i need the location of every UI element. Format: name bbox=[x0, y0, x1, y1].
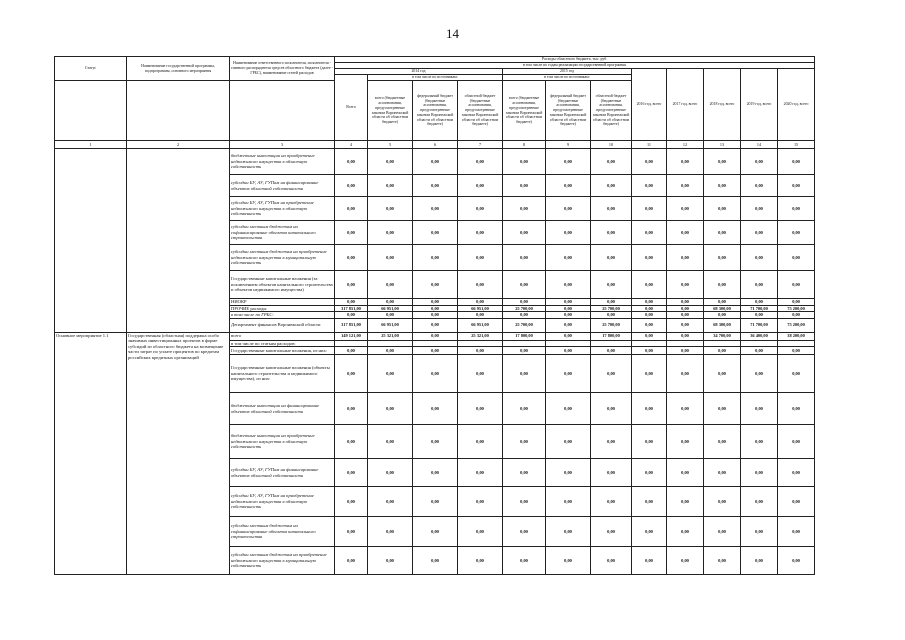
value-cell: 0,00 bbox=[458, 459, 503, 487]
value-cell: 0,00 bbox=[546, 221, 591, 245]
value-cell: 0,00 bbox=[413, 459, 458, 487]
value-cell: 0,00 bbox=[667, 175, 704, 197]
value-cell: 0,00 bbox=[704, 245, 741, 271]
value-cell: 0,00 bbox=[778, 299, 815, 306]
value-cell: 0,00 bbox=[778, 175, 815, 197]
value-cell: 0,00 bbox=[413, 425, 458, 459]
value-cell: 0,00 bbox=[632, 245, 667, 271]
value-cell: 0,00 bbox=[667, 318, 704, 332]
budget-table bbox=[54, 56, 815, 575]
value-cell: 0,00 bbox=[778, 459, 815, 487]
row-label: субсидии местным бюджетам на софинансирование объектов капитального строительства bbox=[230, 221, 335, 245]
row-label: субсидии БУ, АУ, ГУПам на приобретение недвижимого имущества в областную собственность bbox=[230, 487, 335, 517]
value-cell: 0,00 bbox=[335, 459, 368, 487]
column-number: 13 bbox=[704, 141, 741, 149]
event-total-label: всего bbox=[230, 332, 335, 340]
program-cell bbox=[127, 149, 230, 333]
value-cell: 149 121,00 bbox=[335, 332, 368, 340]
row-label: бюджетные инвестиции на финансирование объектов областной собственности bbox=[230, 393, 335, 425]
header-2015-fed: федеральный бюджет (бюджетные ассигнования, предусмотренные законом Воронежской области об областном бюджете) bbox=[546, 81, 591, 141]
header-status: Статус bbox=[55, 57, 127, 81]
value-cell: 0,00 bbox=[632, 318, 667, 332]
value-cell: 0,00 bbox=[632, 312, 667, 319]
value-cell: 0,00 bbox=[503, 271, 546, 299]
column-number: 2 bbox=[127, 141, 230, 149]
row-label: НИОКР bbox=[230, 299, 335, 306]
column-number: 6 bbox=[413, 141, 458, 149]
value-cell: 0,00 bbox=[778, 312, 815, 319]
header-year-2014: 2014 год bbox=[335, 69, 503, 75]
row-label: бюджетные инвестиции на приобретение недвижимого имущества в областную собственность bbox=[230, 149, 335, 175]
value-cell: 0,00 bbox=[368, 299, 413, 306]
event-capex-label: Государственные капитальные вложения, из них: bbox=[230, 347, 335, 355]
value-cell: 0,00 bbox=[778, 425, 815, 459]
header-incl-2014: в том числе по источникам: bbox=[368, 75, 503, 81]
value-cell: 0,00 bbox=[591, 459, 632, 487]
value-cell: 0,00 bbox=[368, 347, 413, 355]
value-cell: 0,00 bbox=[335, 355, 368, 393]
column-number: 8 bbox=[503, 141, 546, 149]
value-cell: 0,00 bbox=[667, 221, 704, 245]
row-label: субсидии местным бюджетам на приобретение недвижимого имущества в муниципальную собственность bbox=[230, 245, 335, 271]
header-incl-2015: в том числе по источникам: bbox=[503, 75, 632, 81]
row-label: субсидии БУ, АУ, ГУПам на финансирование объектов областной собственности bbox=[230, 459, 335, 487]
value-cell: 71 700,00 bbox=[741, 318, 778, 332]
value-cell: 0,00 bbox=[335, 312, 368, 319]
value-cell: 0,00 bbox=[546, 271, 591, 299]
value-cell: 0,00 bbox=[704, 197, 741, 221]
value-cell: 0,00 bbox=[632, 197, 667, 221]
value-cell: 0,00 bbox=[778, 547, 815, 575]
value-cell: 0,00 bbox=[368, 355, 413, 393]
value-cell: 0,00 bbox=[546, 425, 591, 459]
header-program-name: Наименование государственной программы, подпрограммы, основного мероприятия bbox=[127, 57, 230, 81]
value-cell: 0,00 bbox=[413, 245, 458, 271]
value-cell: 0,00 bbox=[591, 312, 632, 319]
value-cell: 0,00 bbox=[368, 393, 413, 425]
value-cell: 0,00 bbox=[741, 245, 778, 271]
value-cell: 0,00 bbox=[667, 425, 704, 459]
value-cell: 0,00 bbox=[778, 393, 815, 425]
value-cell: 0,00 bbox=[458, 517, 503, 547]
value-cell: 0,00 bbox=[368, 221, 413, 245]
header-2016: 2016 год, всего bbox=[632, 69, 667, 141]
value-cell: 0,00 bbox=[458, 312, 503, 319]
value-cell: 0,00 bbox=[368, 517, 413, 547]
value-cell: 0,00 bbox=[778, 221, 815, 245]
value-cell: 0,00 bbox=[368, 547, 413, 575]
value-cell: 0,00 bbox=[546, 149, 591, 175]
value-cell: 0,00 bbox=[335, 197, 368, 221]
value-cell: 0,00 bbox=[741, 459, 778, 487]
value-cell: 0,00 bbox=[632, 425, 667, 459]
value-cell: 0,00 bbox=[546, 393, 591, 425]
value-cell: 0,00 bbox=[591, 197, 632, 221]
value-cell: 0,00 bbox=[335, 517, 368, 547]
value-cell: 0,00 bbox=[503, 299, 546, 306]
value-cell: 0,00 bbox=[503, 425, 546, 459]
value-cell: 0,00 bbox=[591, 221, 632, 245]
value-cell: 0,00 bbox=[335, 487, 368, 517]
value-cell: 0,00 bbox=[632, 547, 667, 575]
table-row bbox=[55, 149, 815, 175]
value-cell: 0,00 bbox=[503, 487, 546, 517]
value-cell: 36 400,00 bbox=[741, 332, 778, 340]
value-cell: 0,00 bbox=[458, 425, 503, 459]
header-2020: 2020 год, всего bbox=[778, 69, 815, 141]
header-expenses-sub: в том числе по годам реализации государственной программы bbox=[335, 63, 815, 69]
value-cell: 0,00 bbox=[413, 175, 458, 197]
row-label: субсидии БУ, АУ, ГУПам на финансирование объектов областной собственности bbox=[230, 175, 335, 197]
value-cell: 0,00 bbox=[546, 299, 591, 306]
column-number: 11 bbox=[632, 141, 667, 149]
value-cell: 0,00 bbox=[778, 245, 815, 271]
value-cell: 0,00 bbox=[632, 393, 667, 425]
value-cell: 0,00 bbox=[667, 517, 704, 547]
value-cell: 0,00 bbox=[632, 459, 667, 487]
value-cell: 25 700,00 bbox=[503, 305, 546, 312]
value-cell: 0,00 bbox=[667, 487, 704, 517]
value-cell: 0,00 bbox=[778, 149, 815, 175]
column-number: 15 bbox=[778, 141, 815, 149]
value-cell: 0,00 bbox=[741, 149, 778, 175]
value-cell: 0,00 bbox=[704, 271, 741, 299]
value-cell: 68 300,00 bbox=[704, 305, 741, 312]
table-row bbox=[55, 332, 815, 340]
value-cell: 17 800,00 bbox=[591, 332, 632, 340]
header-2015-own: всего (бюджетные ассигнования, предусмотренные законом Воронежской области об областном бюджете) bbox=[503, 81, 546, 141]
value-cell: 0,00 bbox=[503, 355, 546, 393]
row-label: Государственные капитальные вложения (объекты капитального строительства и недвижимого имущества), из них: bbox=[230, 355, 335, 393]
header-2018: 2018 год, всего bbox=[704, 69, 741, 141]
value-cell: 0,00 bbox=[368, 245, 413, 271]
value-cell: 0,00 bbox=[667, 459, 704, 487]
value-cell: 66 951,00 bbox=[458, 305, 503, 312]
value-cell: 0,00 bbox=[591, 245, 632, 271]
value-cell: 0,00 bbox=[741, 271, 778, 299]
value-cell: 0,00 bbox=[632, 271, 667, 299]
value-cell: 0,00 bbox=[413, 355, 458, 393]
value-cell: 0,00 bbox=[546, 355, 591, 393]
value-cell: 0,00 bbox=[458, 393, 503, 425]
value-cell: 0,00 bbox=[458, 299, 503, 306]
value-cell: 71 700,00 bbox=[741, 305, 778, 312]
value-cell: 0,00 bbox=[667, 355, 704, 393]
row-label: субсидии БУ, АУ, ГУПам на приобретение недвижимого имущества в областную собственность bbox=[230, 197, 335, 221]
value-cell: 0,00 bbox=[546, 332, 591, 340]
page-number: 14 bbox=[446, 26, 459, 41]
value-cell: 0,00 bbox=[413, 305, 458, 312]
value-cell: 0,00 bbox=[413, 517, 458, 547]
value-cell: 0,00 bbox=[368, 271, 413, 299]
value-cell: 0,00 bbox=[741, 355, 778, 393]
column-number: 1 bbox=[55, 141, 127, 149]
header-2017: 2017 год, всего bbox=[667, 69, 704, 141]
value-cell: 0,00 bbox=[741, 175, 778, 197]
value-cell: 0,00 bbox=[503, 347, 546, 355]
value-cell: 0,00 bbox=[778, 197, 815, 221]
value-cell: 0,00 bbox=[591, 355, 632, 393]
value-cell: 0,00 bbox=[503, 197, 546, 221]
value-cell: 0,00 bbox=[368, 149, 413, 175]
value-cell: 0,00 bbox=[667, 347, 704, 355]
value-cell: 38 200,00 bbox=[778, 332, 815, 340]
value-cell: 0,00 bbox=[458, 175, 503, 197]
value-cell: 0,00 bbox=[591, 347, 632, 355]
value-cell: 0,00 bbox=[413, 197, 458, 221]
value-cell: 0,00 bbox=[778, 517, 815, 547]
value-cell: 0,00 bbox=[741, 221, 778, 245]
value-cell: 0,00 bbox=[778, 347, 815, 355]
value-cell: 0,00 bbox=[632, 221, 667, 245]
value-cell: 0,00 bbox=[778, 271, 815, 299]
value-cell: 75 200,00 bbox=[778, 318, 815, 332]
column-number: 14 bbox=[741, 141, 778, 149]
value-cell: 317 851,00 bbox=[335, 318, 368, 332]
value-cell: 0,00 bbox=[591, 393, 632, 425]
value-cell: 0,00 bbox=[335, 393, 368, 425]
value-cell: 0,00 bbox=[413, 547, 458, 575]
value-cell: 0,00 bbox=[413, 393, 458, 425]
value-cell: 0,00 bbox=[632, 332, 667, 340]
value-cell: 0,00 bbox=[546, 459, 591, 487]
value-cell: 25 700,00 bbox=[591, 305, 632, 312]
value-cell: 0,00 bbox=[413, 312, 458, 319]
event-status: Основное мероприятие 1.1 bbox=[55, 332, 127, 575]
value-cell: 0,00 bbox=[632, 487, 667, 517]
value-cell: 0,00 bbox=[591, 271, 632, 299]
value-cell: 25 321,00 bbox=[368, 332, 413, 340]
value-cell: 0,00 bbox=[632, 517, 667, 547]
row-label: субсидии местным бюджетам на приобретение недвижимого имущества в муниципальную собственность bbox=[230, 547, 335, 575]
value-cell: 0,00 bbox=[368, 197, 413, 221]
column-number: 5 bbox=[368, 141, 413, 149]
value-cell: 0,00 bbox=[458, 487, 503, 517]
header-spending-name: Наименование ответственного исполнителя, исполнителя - главного распорядителя средств областного бюджета (далее - ГРБС), наименование статей расходов bbox=[230, 57, 335, 81]
value-cell: 0,00 bbox=[335, 547, 368, 575]
status-cell bbox=[55, 149, 127, 333]
value-cell: 0,00 bbox=[546, 517, 591, 547]
value-cell: 0,00 bbox=[458, 355, 503, 393]
value-cell: 0,00 bbox=[503, 547, 546, 575]
value-cell: 0,00 bbox=[546, 197, 591, 221]
value-cell: 0,00 bbox=[741, 487, 778, 517]
value-cell: 0,00 bbox=[413, 332, 458, 340]
value-cell: 0,00 bbox=[704, 393, 741, 425]
value-cell: 0,00 bbox=[778, 487, 815, 517]
value-cell: 0,00 bbox=[335, 299, 368, 306]
value-cell: 0,00 bbox=[591, 487, 632, 517]
row-label: в том числе по ГРБС: bbox=[230, 312, 335, 319]
row-label: ПРОЧИЕ расходы bbox=[230, 305, 335, 312]
value-cell: 0,00 bbox=[741, 197, 778, 221]
value-cell: 0,00 bbox=[704, 547, 741, 575]
value-cell: 0,00 bbox=[778, 355, 815, 393]
value-cell: 0,00 bbox=[632, 299, 667, 306]
value-cell: 0,00 bbox=[503, 517, 546, 547]
value-cell: 0,00 bbox=[667, 245, 704, 271]
header-2019: 2019 год, всего bbox=[741, 69, 778, 141]
value-cell: 0,00 bbox=[503, 393, 546, 425]
value-cell: 0,00 bbox=[741, 347, 778, 355]
value-cell: 0,00 bbox=[335, 271, 368, 299]
value-cell: 0,00 bbox=[335, 347, 368, 355]
value-cell: 0,00 bbox=[368, 175, 413, 197]
value-cell: 0,00 bbox=[704, 347, 741, 355]
value-cell: 0,00 bbox=[546, 175, 591, 197]
value-cell: 0,00 bbox=[413, 487, 458, 517]
value-cell: 317 851,00 bbox=[335, 305, 368, 312]
column-number: 12 bbox=[667, 141, 704, 149]
column-number: 7 bbox=[458, 141, 503, 149]
header-total: Всего bbox=[335, 75, 368, 141]
value-cell: 0,00 bbox=[503, 459, 546, 487]
value-cell: 0,00 bbox=[704, 149, 741, 175]
value-cell: 0,00 bbox=[741, 393, 778, 425]
value-cell: 0,00 bbox=[413, 271, 458, 299]
value-cell: 0,00 bbox=[704, 487, 741, 517]
value-cell: 34 700,00 bbox=[704, 332, 741, 340]
value-cell: 0,00 bbox=[368, 425, 413, 459]
row-label: Государственные капитальные вложения (за исключением объектов капитального строительства и объектов недвижимого имущества) bbox=[230, 271, 335, 299]
value-cell: 0,00 bbox=[704, 175, 741, 197]
row-label: Департамент финансов Воронежской области bbox=[230, 318, 335, 332]
value-cell: 0,00 bbox=[591, 299, 632, 306]
value-cell: 0,00 bbox=[741, 312, 778, 319]
value-cell: 0,00 bbox=[632, 149, 667, 175]
value-cell: 0,00 bbox=[591, 547, 632, 575]
value-cell: 0,00 bbox=[546, 245, 591, 271]
value-cell: 25 321,00 bbox=[458, 332, 503, 340]
value-cell: 0,00 bbox=[741, 517, 778, 547]
value-cell: 0,00 bbox=[458, 149, 503, 175]
value-cell: 0,00 bbox=[335, 245, 368, 271]
column-number: 4 bbox=[335, 141, 368, 149]
event-name: Государственная (областная) поддержка особо значимых инвестиционных проектов в форме субсидий из областного бюджета на возмещение части затрат по уплате процентов по кредитам российских кредитных организаций bbox=[127, 332, 230, 575]
header-2015-reg: областной бюджет (бюджетные ассигнования, предусмотренные законом Воронежской области об областном бюджете) bbox=[591, 81, 632, 141]
value-cell: 0,00 bbox=[704, 221, 741, 245]
value-cell: 0,00 bbox=[704, 355, 741, 393]
value-cell: 0,00 bbox=[704, 425, 741, 459]
value-cell: 25 700,00 bbox=[503, 318, 546, 332]
value-cell: 0,00 bbox=[458, 271, 503, 299]
column-number: 10 bbox=[591, 141, 632, 149]
header-expenses: Расходы областного бюджета, тыс. руб. bbox=[335, 57, 815, 63]
value-cell: 0,00 bbox=[741, 425, 778, 459]
row-label: бюджетные инвестиции на приобретение недвижимого имущества в областную собственность bbox=[230, 425, 335, 459]
value-cell: 0,00 bbox=[667, 332, 704, 340]
value-cell: 0,00 bbox=[591, 175, 632, 197]
value-cell: 0,00 bbox=[591, 149, 632, 175]
value-cell: 0,00 bbox=[667, 271, 704, 299]
value-cell: 0,00 bbox=[503, 175, 546, 197]
value-cell: 0,00 bbox=[413, 318, 458, 332]
value-cell: 0,00 bbox=[667, 393, 704, 425]
row-label: субсидии местным бюджетам на софинансирование объектов капитального строительства bbox=[230, 517, 335, 547]
value-cell: 0,00 bbox=[458, 197, 503, 221]
value-cell: 0,00 bbox=[335, 175, 368, 197]
value-cell: 25 700,00 bbox=[591, 318, 632, 332]
value-cell: 0,00 bbox=[503, 149, 546, 175]
value-cell: 0,00 bbox=[546, 347, 591, 355]
value-cell: 0,00 bbox=[741, 299, 778, 306]
value-cell: 0,00 bbox=[413, 347, 458, 355]
value-cell: 66 951,00 bbox=[368, 318, 413, 332]
value-cell: 0,00 bbox=[458, 245, 503, 271]
value-cell: 0,00 bbox=[632, 355, 667, 393]
value-cell: 0,00 bbox=[458, 547, 503, 575]
header-2014-own: всего (бюджетные ассигнования, предусмотренные законом Воронежской области об областном бюджете) bbox=[368, 81, 413, 141]
value-cell: 0,00 bbox=[667, 197, 704, 221]
value-cell: 66 951,00 bbox=[368, 305, 413, 312]
value-cell: 0,00 bbox=[458, 347, 503, 355]
value-cell: 0,00 bbox=[368, 459, 413, 487]
value-cell: 0,00 bbox=[632, 305, 667, 312]
value-cell: 0,00 bbox=[335, 149, 368, 175]
value-cell: 0,00 bbox=[503, 312, 546, 319]
value-cell: 0,00 bbox=[503, 245, 546, 271]
value-cell: 0,00 bbox=[741, 547, 778, 575]
value-cell: 0,00 bbox=[546, 318, 591, 332]
value-cell: 0,00 bbox=[667, 149, 704, 175]
value-cell: 0,00 bbox=[413, 149, 458, 175]
value-cell: 0,00 bbox=[667, 305, 704, 312]
event-incl-label: в том числе по статьям расходов: bbox=[230, 340, 335, 347]
column-number: 9 bbox=[546, 141, 591, 149]
value-cell: 0,00 bbox=[632, 347, 667, 355]
value-cell: 0,00 bbox=[704, 517, 741, 547]
value-cell: 0,00 bbox=[546, 487, 591, 517]
value-cell: 0,00 bbox=[591, 517, 632, 547]
value-cell: 0,00 bbox=[667, 299, 704, 306]
value-cell: 0,00 bbox=[546, 312, 591, 319]
value-cell: 0,00 bbox=[704, 299, 741, 306]
header-year-2015: 2015 год bbox=[503, 69, 632, 75]
header-2014-reg: областной бюджет (бюджетные ассигнования, предусмотренные законом Воронежской области об областном бюджете) bbox=[458, 81, 503, 141]
column-number: 3 bbox=[230, 141, 335, 149]
value-cell: 0,00 bbox=[368, 312, 413, 319]
value-cell: 0,00 bbox=[335, 425, 368, 459]
value-cell: 0,00 bbox=[704, 459, 741, 487]
value-cell: 75 200,00 bbox=[778, 305, 815, 312]
value-cell: 17 800,00 bbox=[503, 332, 546, 340]
value-cell: 68 300,00 bbox=[704, 318, 741, 332]
value-cell: 0,00 bbox=[335, 221, 368, 245]
value-cell: 0,00 bbox=[503, 221, 546, 245]
value-cell: 0,00 bbox=[546, 547, 591, 575]
value-cell: 0,00 bbox=[546, 305, 591, 312]
value-cell: 66 951,00 bbox=[458, 318, 503, 332]
header-2014-fed: федеральный бюджет (бюджетные ассигнования, предусмотренные законом Воронежской области об областном бюджете) bbox=[413, 81, 458, 141]
value-cell: 0,00 bbox=[632, 175, 667, 197]
value-cell: 0,00 bbox=[413, 299, 458, 306]
value-cell: 0,00 bbox=[591, 425, 632, 459]
value-cell: 0,00 bbox=[458, 221, 503, 245]
value-cell: 0,00 bbox=[368, 487, 413, 517]
value-cell: 0,00 bbox=[413, 221, 458, 245]
value-cell: 0,00 bbox=[704, 312, 741, 319]
value-cell: 0,00 bbox=[667, 547, 704, 575]
column-numbers-row bbox=[55, 141, 815, 149]
value-cell: 0,00 bbox=[667, 312, 704, 319]
